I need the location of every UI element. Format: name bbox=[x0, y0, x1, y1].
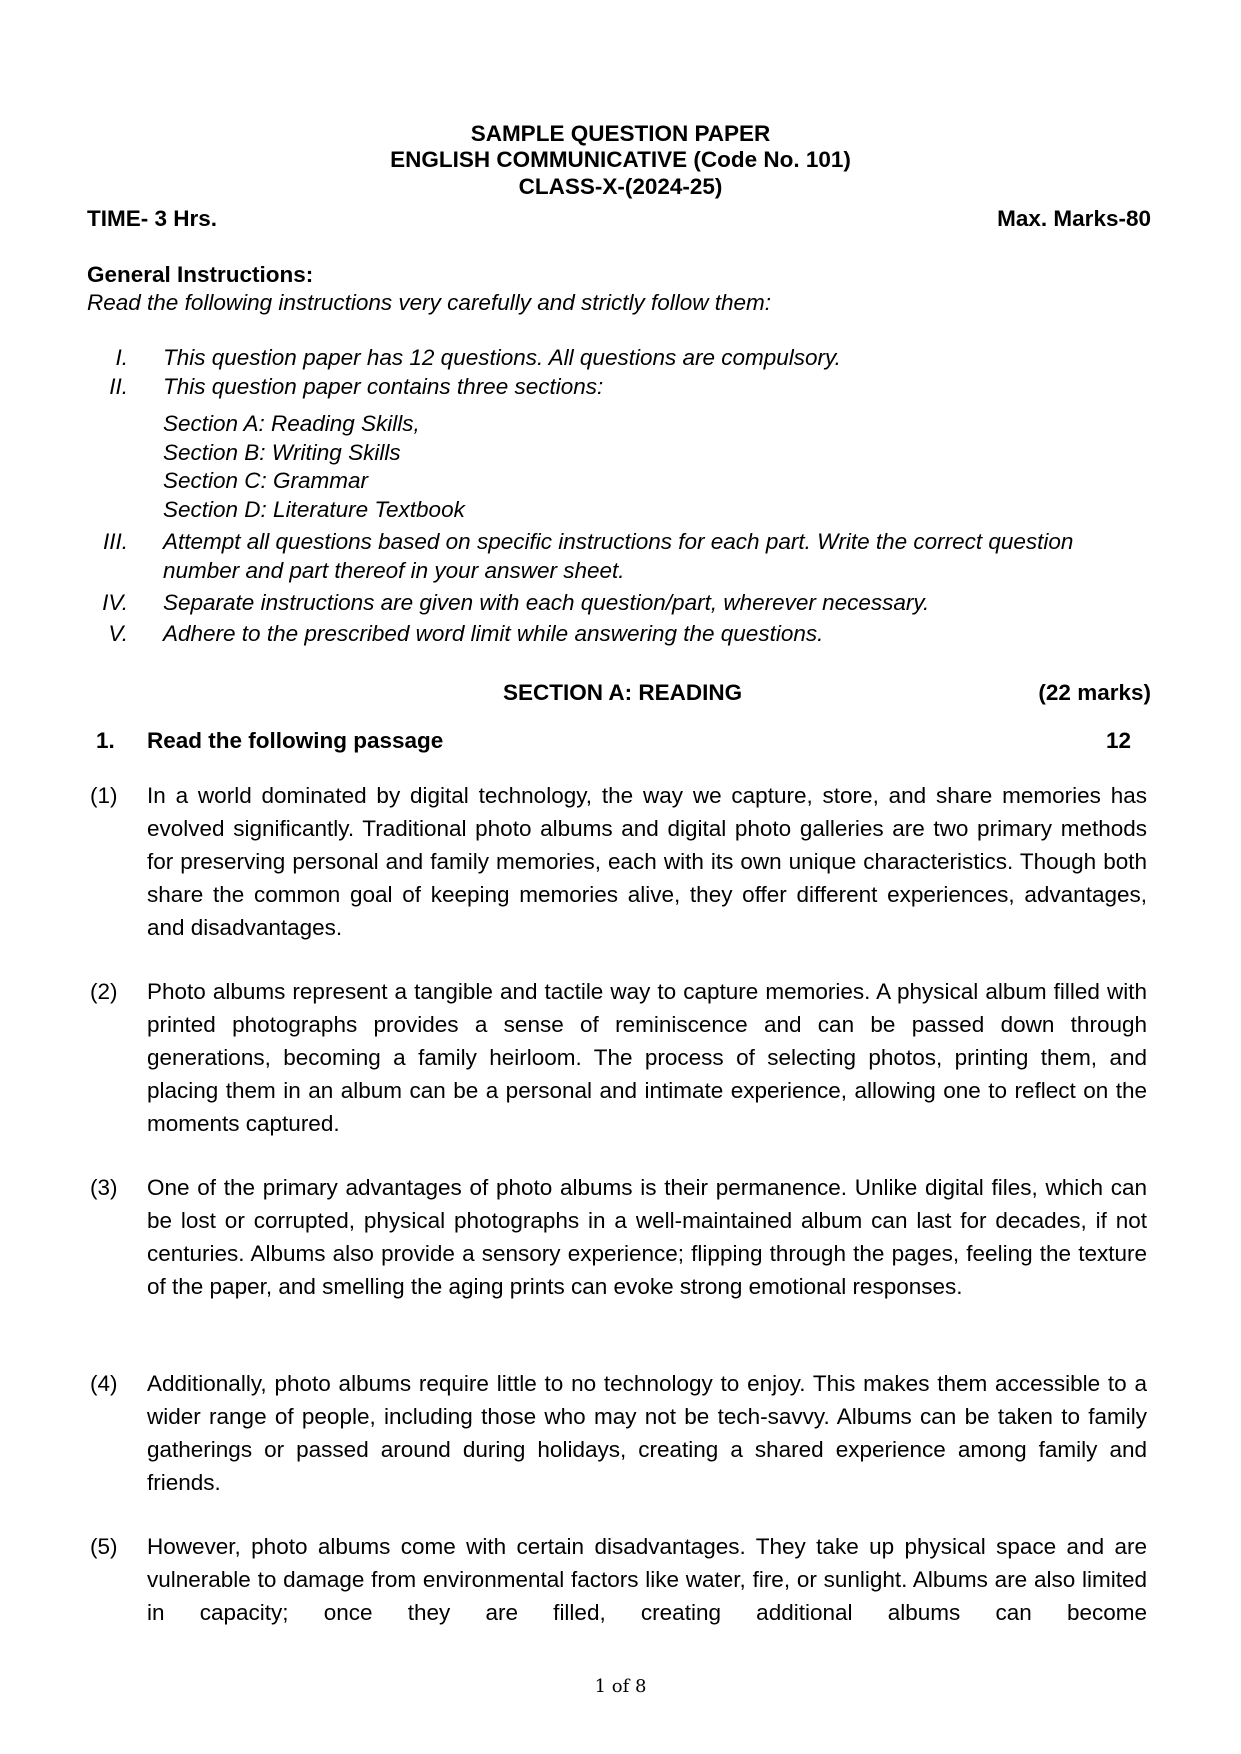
instruction-text: Separate instructions are given with each question/part, wherever necessary. bbox=[163, 590, 930, 615]
question-number: 1. bbox=[96, 728, 115, 753]
paragraph-text: However, photo albums come with certain disadvantages. They take up physical space and are vulnerable to damage from environmental factors like water, fire, or sunlight. Albums are also limited in capacity; once they are filled, creating additional albums can become bbox=[147, 1534, 1147, 1625]
instruction-text: Attempt all questions based on specific instructions for each part. Write the correct question number and part thereof in your answer sheet. bbox=[163, 529, 1074, 583]
paragraph-text: Photo albums represent a tangible and tactile way to capture memories. A physical album filled with printed photographs provides a sense of reminiscence and can be passed down through generations, becoming a family heirloom. The process of selecting photos, printing them, and placing them in an album can be a personal and intimate experience, allowing one to reflect on the moments captured. bbox=[147, 979, 1147, 1136]
instruction-text: This question paper has 12 questions. All questions are compulsory. bbox=[163, 345, 841, 370]
section-a-title: SECTION A: READING bbox=[503, 680, 743, 705]
paragraph-text: Additionally, photo albums require little to no technology to enjoy. This makes them accessible to a wider range of people, including those who may not be tech-savvy. Albums can be taken to family gatherings or passed around during holidays, creating a shared experience among family and friends. bbox=[147, 1371, 1147, 1495]
page-number: 1 of 8 bbox=[594, 1676, 647, 1697]
section-list-item: Section B: Writing Skills bbox=[163, 440, 401, 465]
instruction-text: This question paper contains three sections: bbox=[163, 374, 604, 399]
paragraph-number: (4) bbox=[90, 1371, 118, 1396]
instruction-number: I. bbox=[115, 345, 128, 370]
paragraph-text: One of the primary advantages of photo albums is their permanence. Unlike digital files, which can be lost or corrupted, physical photographs in a well-maintained album can last for decades, if not centuries. Albums also provide a sensory experience; flipping through the pages, feeling the texture of the paper, and smelling the aging prints can evoke strong emotional responses. bbox=[147, 1175, 1147, 1299]
instruction-number: II. bbox=[109, 374, 128, 399]
question-marks: 12 bbox=[1106, 728, 1132, 753]
paper-class: CLASS-X-(2024-25) bbox=[518, 174, 723, 199]
section-list-item: Section D: Literature Textbook bbox=[163, 497, 465, 522]
paragraph-number: (2) bbox=[90, 979, 118, 1004]
max-marks: Max. Marks-80 bbox=[997, 206, 1151, 231]
paper-subject: ENGLISH COMMUNICATIVE (Code No. 101) bbox=[390, 147, 851, 172]
instruction-number: III. bbox=[102, 529, 128, 554]
section-a-marks: (22 marks) bbox=[1038, 680, 1151, 705]
section-list-item: Section C: Grammar bbox=[163, 468, 369, 493]
paragraph-text: In a world dominated by digital technology, the way we capture, store, and share memories has evolved significantly. Traditional photo albums and digital photo galleries are two primary methods for preserving personal and family memories, each with its own unique characteristics. Though both share the common goal of keeping memories alive, they offer different experiences, advantages, and disadvantages. bbox=[147, 783, 1147, 940]
instruction-number: IV. bbox=[102, 590, 128, 615]
instruction-text: Adhere to the prescribed word limit while answering the questions. bbox=[163, 621, 824, 646]
question-text: Read the following passage bbox=[147, 728, 444, 753]
paragraph-number: (1) bbox=[90, 783, 118, 808]
time-allowed: TIME- 3 Hrs. bbox=[87, 206, 218, 231]
section-list-item: Section A: Reading Skills, bbox=[163, 411, 420, 436]
paragraph-number: (5) bbox=[90, 1534, 118, 1559]
general-instructions-subtitle: Read the following instructions very carefully and strictly follow them: bbox=[87, 290, 772, 315]
general-instructions-title: General Instructions: bbox=[87, 262, 314, 287]
paragraph-number: (3) bbox=[90, 1175, 118, 1200]
instruction-number: V. bbox=[108, 621, 128, 646]
paper-title: SAMPLE QUESTION PAPER bbox=[470, 121, 771, 146]
